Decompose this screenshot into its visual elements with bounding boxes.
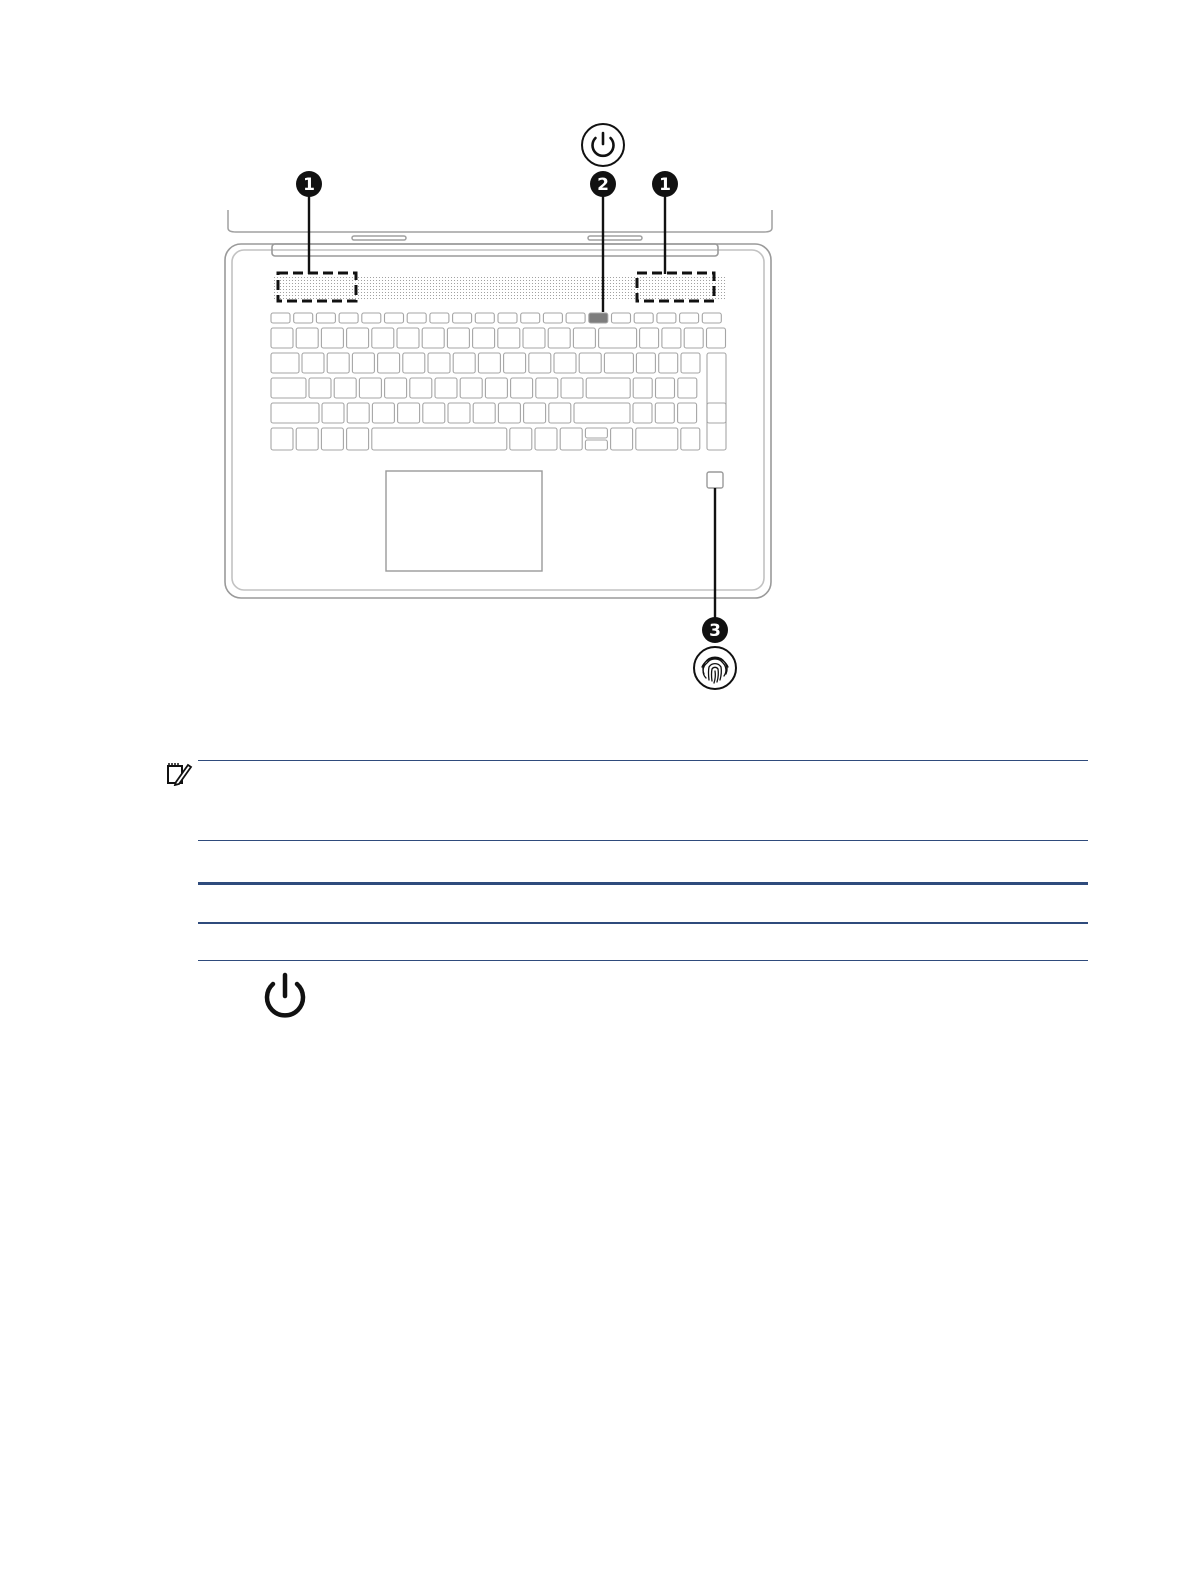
keyboard-key (681, 428, 700, 450)
keyboard-key (271, 428, 293, 450)
keyboard-key (585, 440, 607, 450)
keyboard-key (347, 428, 369, 450)
keyboard-key (448, 403, 470, 423)
keyboard-key (485, 378, 507, 398)
keyboard-key (321, 428, 343, 450)
power-icon (258, 970, 312, 1024)
power-icon (582, 124, 624, 166)
keyboard-key (548, 328, 570, 348)
keyboard-key (403, 353, 425, 373)
speaker-grille (272, 276, 726, 300)
keyboard-key (271, 403, 319, 423)
keyboard-key (636, 353, 655, 373)
keyboard-key (707, 328, 726, 348)
keyboard-key (655, 403, 674, 423)
keyboard-key (372, 403, 394, 423)
keyboard-key (322, 403, 344, 423)
keyboard-key (478, 353, 500, 373)
keyboard-key (428, 353, 450, 373)
keyboard-key (430, 313, 449, 323)
fingerprint-reader (707, 472, 723, 488)
keyboard-key (504, 353, 526, 373)
keyboard-key (321, 328, 343, 348)
fingerprint-icon (694, 647, 736, 689)
keyboard-key (659, 353, 678, 373)
keyboard-key (385, 313, 404, 323)
callout-number: 3 (709, 621, 721, 641)
keyboard-key (640, 328, 659, 348)
keyboard-key (523, 328, 545, 348)
keyboard-key (561, 378, 583, 398)
keyboard-key (372, 428, 507, 450)
keyboard (271, 313, 726, 450)
keyboard-key (560, 428, 582, 450)
keyboard-key (296, 428, 318, 450)
keyboard-key (309, 378, 331, 398)
keyboard-key (385, 378, 407, 398)
keyboard-key (549, 403, 571, 423)
keyboard-key (680, 313, 699, 323)
keyboard-key (636, 428, 678, 450)
keyboard-key (612, 313, 631, 323)
keyboard-key (447, 328, 469, 348)
keyboard-key (359, 378, 381, 398)
keyboard-key (524, 403, 546, 423)
keyboard-key (535, 428, 557, 450)
keyboard-key (684, 328, 703, 348)
callout-2 (590, 171, 616, 197)
touchpad (386, 471, 542, 571)
keyboard-key (573, 328, 595, 348)
keyboard-key (422, 328, 444, 348)
keyboard-key (702, 313, 721, 323)
keyboard-key (397, 328, 419, 348)
callout-number: 1 (659, 175, 671, 195)
keyboard-key (453, 353, 475, 373)
keyboard-key (574, 403, 630, 423)
keyboard-key (633, 403, 652, 423)
keyboard-key (657, 313, 676, 323)
keyboard-key (678, 403, 697, 423)
keyboard-key (543, 313, 562, 323)
keyboard-key (566, 313, 585, 323)
keyboard-key (536, 378, 558, 398)
note-top-rule (198, 760, 1088, 761)
keyboard-key (453, 313, 472, 323)
keyboard-key (271, 378, 306, 398)
table-top-rule (198, 882, 1088, 885)
keyboard-key (511, 378, 533, 398)
callout-3 (702, 617, 728, 643)
keyboard-key (599, 328, 637, 348)
keyboard-key (372, 328, 394, 348)
callout-lines (309, 196, 715, 618)
keyboard-key (634, 313, 653, 323)
keyboard-key (347, 328, 369, 348)
important-note-icon (166, 762, 194, 786)
keyboard-key (271, 328, 293, 348)
keyboard-key (510, 428, 532, 450)
keyboard-key (423, 403, 445, 423)
keyboard-key (473, 328, 495, 348)
keyboard-key (498, 403, 520, 423)
keyboard-key (678, 378, 697, 398)
keyboard-key (554, 353, 576, 373)
table-row-rule (198, 960, 1088, 961)
laptop-top-view-figure (0, 0, 1189, 720)
callout-1-left (296, 171, 322, 197)
keyboard-key (498, 328, 520, 348)
keyboard-key (656, 378, 675, 398)
keyboard-key (296, 328, 318, 348)
power-button (589, 313, 608, 323)
keyboard-key (707, 403, 726, 450)
keyboard-key (271, 353, 299, 373)
callout-1-right (652, 171, 678, 197)
keyboard-key (475, 313, 494, 323)
keyboard-key (294, 313, 313, 323)
keyboard-key (398, 403, 420, 423)
callout-number: 2 (597, 175, 609, 195)
table-header-rule (198, 922, 1088, 924)
keyboard-key (378, 353, 400, 373)
keyboard-key (579, 353, 601, 373)
keyboard-key (521, 313, 540, 323)
keyboard-key (407, 313, 426, 323)
keyboard-key (681, 353, 700, 373)
keyboard-key (498, 313, 517, 323)
keyboard-key (662, 328, 681, 348)
keyboard-key (316, 313, 335, 323)
keyboard-key (410, 378, 432, 398)
keyboard-key (334, 378, 356, 398)
keyboard-key (362, 313, 381, 323)
callout-number: 1 (303, 175, 315, 195)
keyboard-key (435, 378, 457, 398)
keyboard-key (586, 378, 630, 398)
keyboard-key (347, 403, 369, 423)
keyboard-key (271, 313, 290, 323)
keyboard-key (339, 313, 358, 323)
keyboard-key (611, 428, 633, 450)
note-bottom-rule (198, 840, 1088, 841)
keyboard-key (327, 353, 349, 373)
keyboard-key (633, 378, 652, 398)
keyboard-key (302, 353, 324, 373)
keyboard-key (707, 353, 726, 423)
keyboard-key (473, 403, 495, 423)
keyboard-key (529, 353, 551, 373)
keyboard-key (352, 353, 374, 373)
keyboard-key (460, 378, 482, 398)
keyboard-key (604, 353, 633, 373)
keyboard-key (585, 428, 607, 438)
